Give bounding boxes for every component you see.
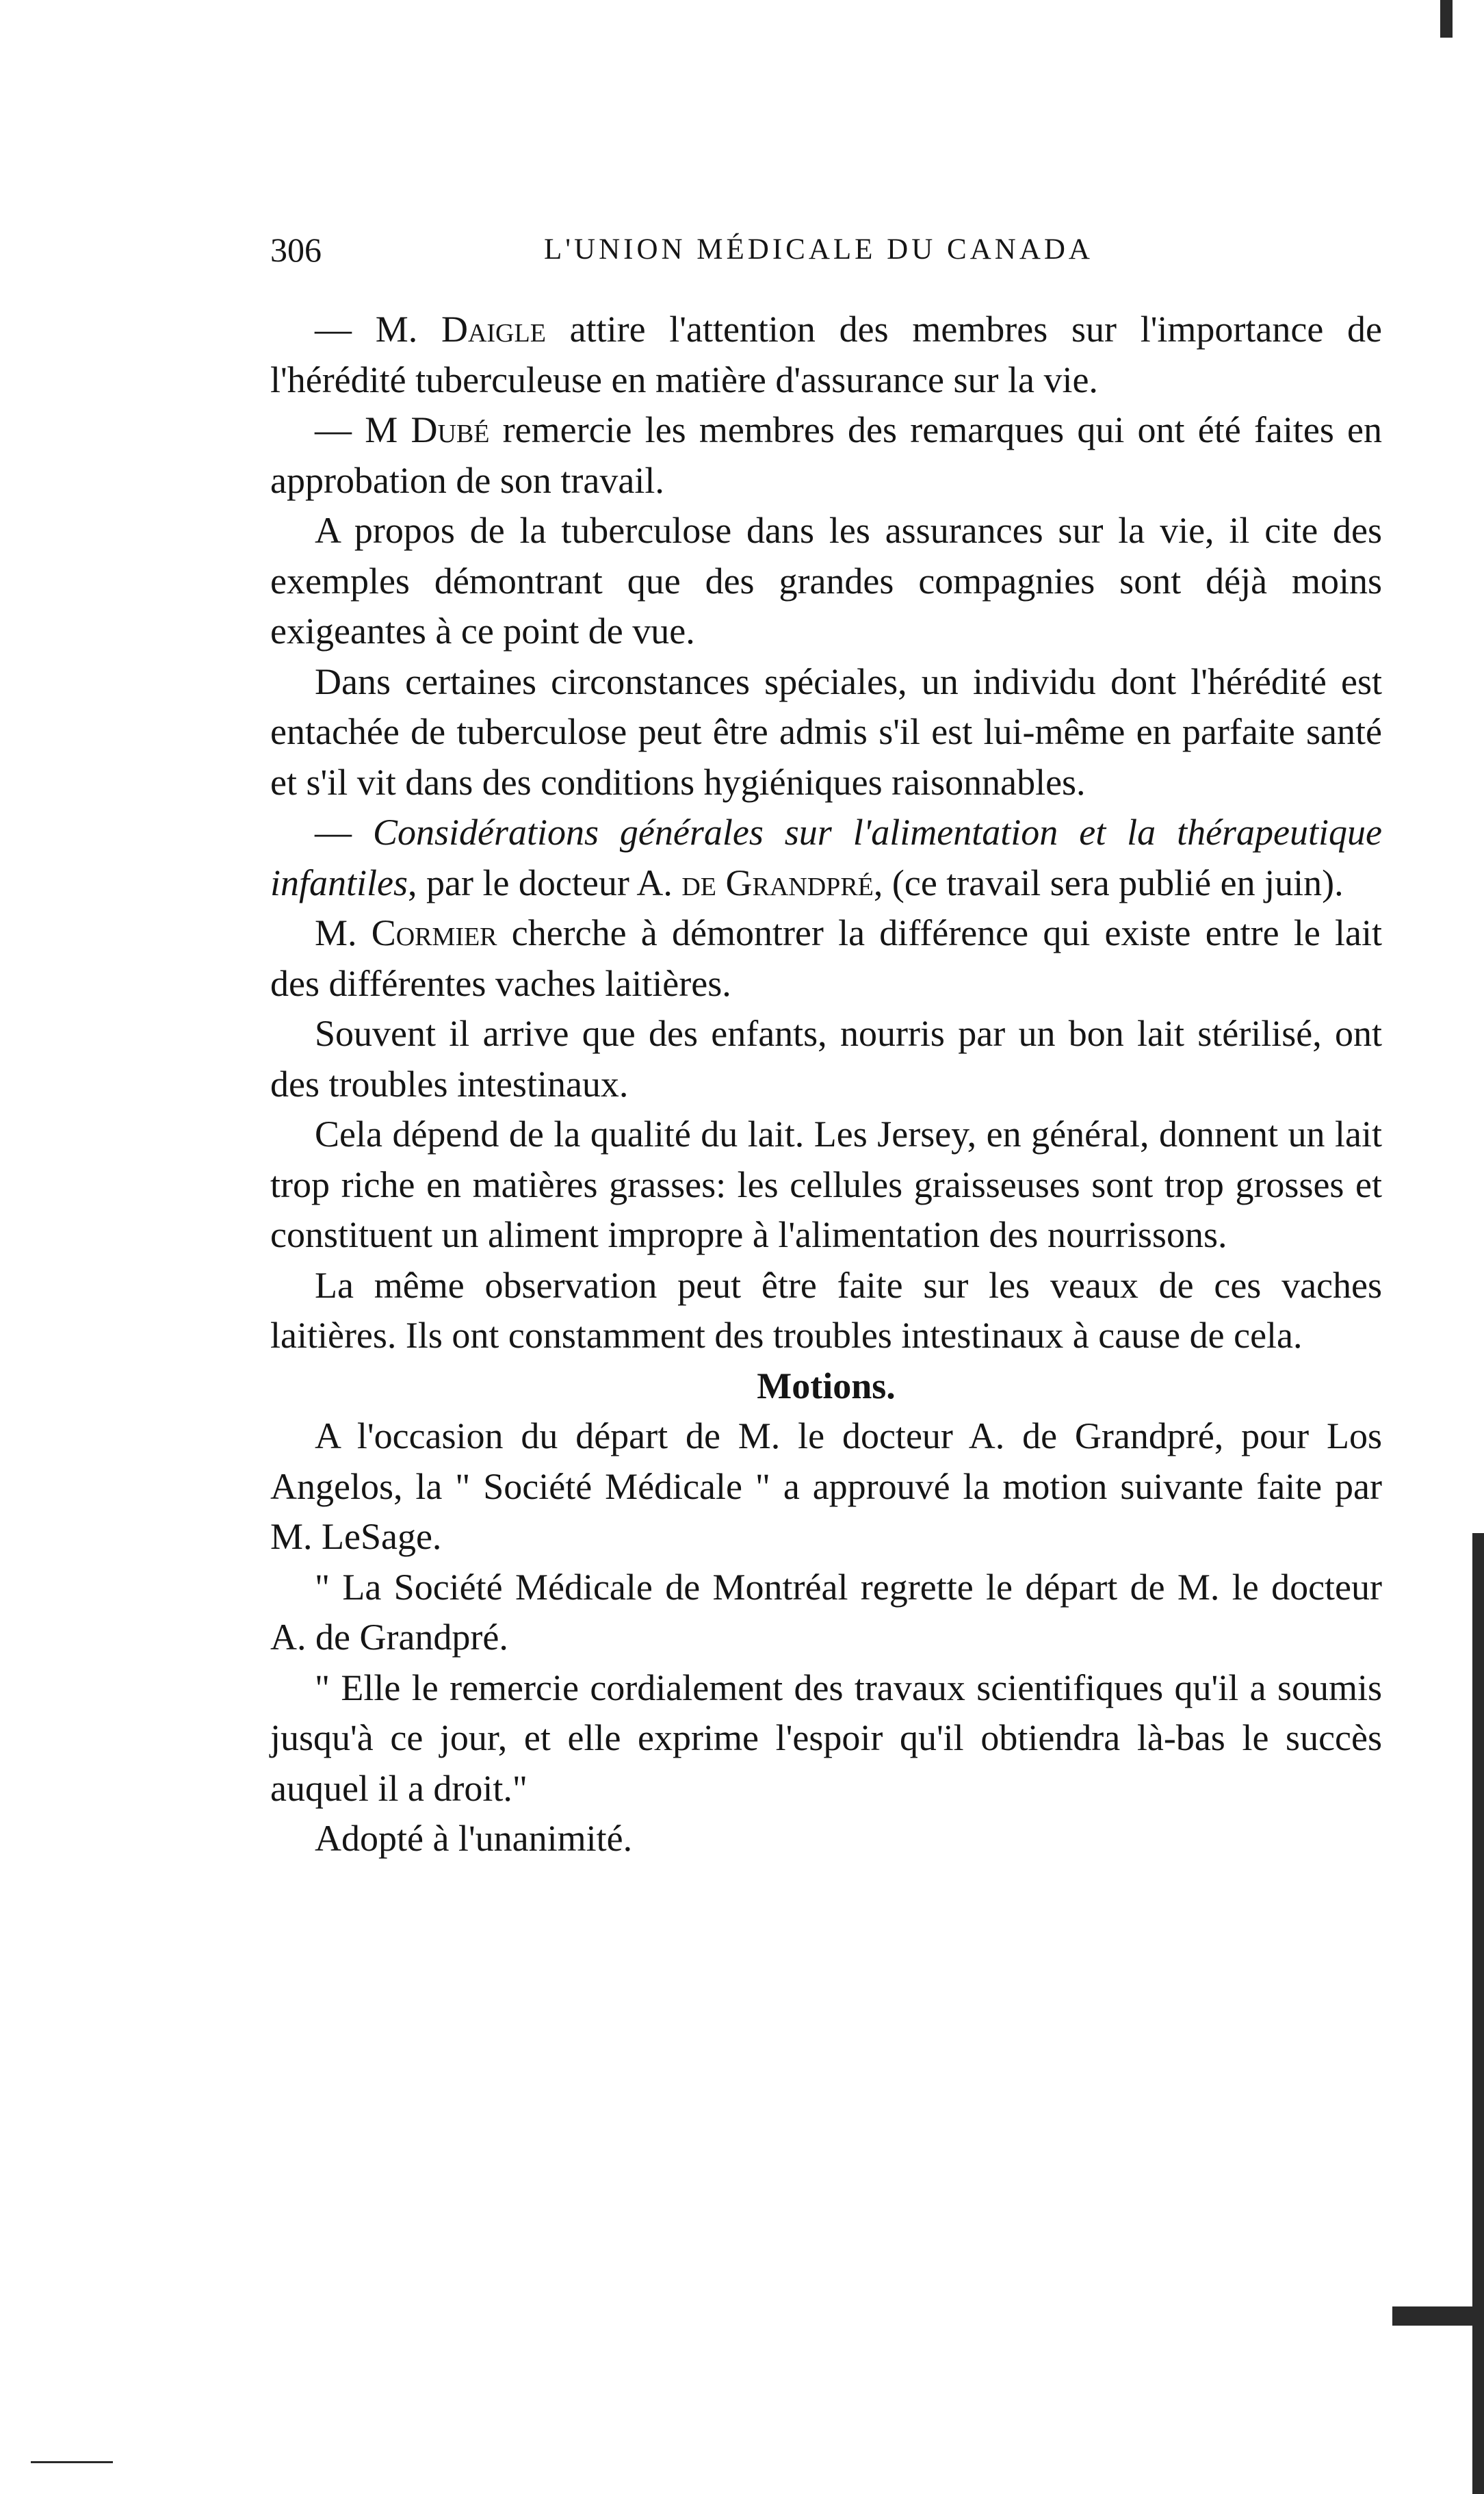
paragraph-milk-quality: Cela dépend de la qualité du lait. Les Jersey, en général, donnent un lait trop riche en matières grasses: les cellules graisseuses sont trop grosses et constituent un aliment impropre à l'alimentation des nourrissons. bbox=[270, 1114, 1382, 1255]
running-title: L'UNION MÉDICALE DU CANADA bbox=[544, 233, 1093, 266]
paragraph-motion-intro: A l'occasion du départ de M. le docteur A. de Grandpré, pour Los Angelos, la " Société Médicale " a approuvé la motion suivante faite par M. LeSage. bbox=[270, 1415, 1382, 1557]
paragraph-tuberculosis-insurance: A propos de la tuberculose dans les assurances sur la vie, il cite des exemples démontrant que des grandes compagnies sont déjà moins exigeantes à ce point de vue. bbox=[270, 510, 1382, 652]
author-name: Grandpré bbox=[725, 862, 874, 903]
paragraph-adopted: Adopté à l'unanimité. bbox=[315, 1818, 633, 1859]
paragraph-sterilized-milk: Souvent il arrive que des enfants, nourris par un bon lait stérilisé, ont des troubles intestinaux. bbox=[270, 1013, 1382, 1105]
paper-title: Considérations générales sur l'alimentation et la thérapeutique infantiles bbox=[270, 812, 1382, 903]
paragraph-motion-regret: " La Société Médicale de Montréal regrette le départ de M. le docteur A. de Grandpré. bbox=[270, 1566, 1382, 1658]
paragraph-calves: La même observation peut être faite sur les veaux de ces vaches laitières. Ils ont constamment des troubles intestinaux à cause de cela. bbox=[270, 1264, 1382, 1356]
scan-edge-mark-bottom-left bbox=[31, 2461, 113, 2463]
page-header bbox=[270, 226, 1382, 274]
scan-edge-mark-right bbox=[1472, 1533, 1484, 2494]
section-heading-motions: Motions. bbox=[757, 1365, 896, 1406]
scan-edge-mark-top-right bbox=[1440, 0, 1453, 38]
scan-edge-mark-bottom-right bbox=[1392, 2306, 1474, 2326]
page-number: 306 bbox=[270, 231, 322, 269]
speaker-name: M. Daigle bbox=[375, 309, 546, 350]
speaker-name: M Dubé bbox=[365, 409, 490, 450]
paragraph-motion-thanks: " Elle le remercie cordialement des travaux scientifiques qu'il a soumis jusqu'à ce jour, et elle exprime l'espoir qu'il obtiendra là-bas le succès auquel il a droit." bbox=[270, 1667, 1382, 1809]
paragraph-heredity: Dans certaines circonstances spéciales, un individu dont l'hérédité est entachée de tuberculose peut être admis s'il est lui-même en parfaite santé et s'il vit dans des conditions hygiéniques raisonnables. bbox=[270, 660, 1382, 803]
paragraph-dube: — M Dubé remercie les membres des remarques qui ont été faites en approbation de son travail. bbox=[270, 409, 1383, 501]
speaker-name: M. Cormier bbox=[315, 912, 497, 953]
paragraph-grandpre-paper: — Considérations générales sur l'alimentation et la thérapeutique infantiles, par le docteur A. de Grandpré, (ce travail sera publié en juin). bbox=[270, 812, 1382, 903]
paragraph-daigle: — M. Daigle attire l'attention des membres sur l'importance de l'hérédité tuberculeuse en matière d'assurance sur la vie. bbox=[270, 309, 1382, 400]
paragraph-cormier: M. Cormier cherche à démontrer la différence qui existe entre le lait des différentes vaches laitières. bbox=[270, 912, 1382, 1004]
body-text bbox=[270, 305, 1382, 1864]
